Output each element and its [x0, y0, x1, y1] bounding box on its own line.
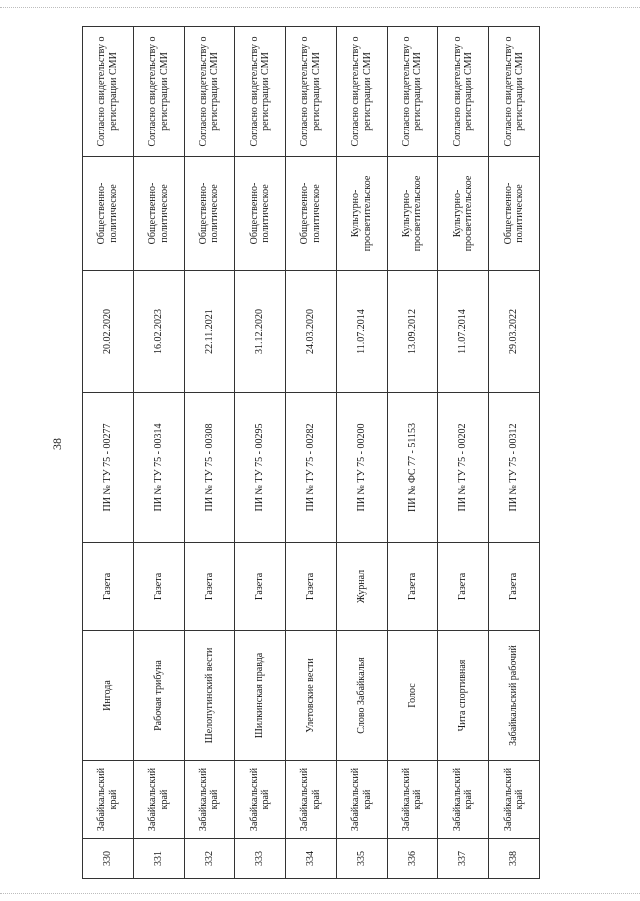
media-type-cell: Газета [83, 543, 134, 631]
registration-number-cell: ПИ № ТУ 75 - 00202 [438, 393, 489, 543]
registry-table-wrapper [82, 27, 540, 879]
region-cell: Забайкальский край [184, 761, 235, 839]
media-name-cell: Шелопугинский вести [184, 631, 235, 761]
specialization-cell: Общественно-политическое [286, 157, 337, 271]
basis-cell: Согласно свидетельству о регистрации СМИ [286, 27, 337, 157]
basis-cell: Согласно свидетельству о регистрации СМИ [387, 27, 438, 157]
registration-date-cell: 11.07.2014 [336, 271, 387, 393]
registration-number-cell: ПИ № ТУ 75 - 00314 [133, 393, 184, 543]
basis-cell: Согласно свидетельству о регистрации СМИ [438, 27, 489, 157]
media-type-cell: Газета [438, 543, 489, 631]
media-registry-table [82, 26, 540, 879]
specialization-cell: Культурно-просветительское [336, 157, 387, 271]
registration-number-cell: ПИ № ТУ 75 - 00277 [83, 393, 134, 543]
registration-date-cell: 20.02.2020 [83, 271, 134, 393]
row-number-cell: 336 [387, 839, 438, 879]
table-row [438, 27, 489, 879]
row-number-cell: 334 [286, 839, 337, 879]
media-name-cell: Шилкинская правда [235, 631, 286, 761]
region-cell: Забайкальский край [83, 761, 134, 839]
specialization-cell: Культурно-просветительское [438, 157, 489, 271]
media-type-cell: Газета [235, 543, 286, 631]
rotated-table-frame [82, 27, 540, 879]
registration-number-cell: ПИ № ТУ 75 - 00200 [336, 393, 387, 543]
row-number-cell: 338 [489, 839, 540, 879]
specialization-cell: Общественно-политическое [489, 157, 540, 271]
media-name-cell: Голос [387, 631, 438, 761]
registration-number-cell: ПИ № ТУ 75 - 00312 [489, 393, 540, 543]
media-name-cell: Улетовские вести [286, 631, 337, 761]
basis-cell: Согласно свидетельству о регистрации СМИ [184, 27, 235, 157]
specialization-cell: Общественно-политическое [83, 157, 134, 271]
scan-mark-top [0, 7, 640, 8]
media-name-cell: Рабочая трибуна [133, 631, 184, 761]
region-cell: Забайкальский край [489, 761, 540, 839]
row-number-cell: 335 [336, 839, 387, 879]
media-type-cell: Газета [387, 543, 438, 631]
media-type-cell: Журнал [336, 543, 387, 631]
registration-date-cell: 13.09.2012 [387, 271, 438, 393]
media-type-cell: Газета [286, 543, 337, 631]
region-cell: Забайкальский край [438, 761, 489, 839]
basis-cell: Согласно свидетельству о регистрации СМИ [489, 27, 540, 157]
table-row [133, 27, 184, 879]
media-name-cell: Чита спортивная [438, 631, 489, 761]
registration-number-cell: ПИ № ТУ 75 - 00282 [286, 393, 337, 543]
row-number-cell: 332 [184, 839, 235, 879]
media-type-cell: Газета [184, 543, 235, 631]
registration-date-cell: 24.03.2020 [286, 271, 337, 393]
page-number: 38 [50, 438, 64, 450]
table-row [387, 27, 438, 879]
registration-number-cell: ПИ № ФС 77 - 51153 [387, 393, 438, 543]
registration-number-cell: ПИ № ТУ 75 - 00308 [184, 393, 235, 543]
region-cell: Забайкальский край [286, 761, 337, 839]
region-cell: Забайкальский край [387, 761, 438, 839]
row-number-cell: 331 [133, 839, 184, 879]
scan-mark-bottom [0, 893, 640, 894]
row-number-cell: 337 [438, 839, 489, 879]
media-type-cell: Газета [489, 543, 540, 631]
table-row [286, 27, 337, 879]
registration-date-cell: 16.02.2023 [133, 271, 184, 393]
table-row [235, 27, 286, 879]
registration-date-cell: 11.07.2014 [438, 271, 489, 393]
basis-cell: Согласно свидетельству о регистрации СМИ [235, 27, 286, 157]
table-row [83, 27, 134, 879]
registration-number-cell: ПИ № ТУ 75 - 00295 [235, 393, 286, 543]
table-row [184, 27, 235, 879]
media-type-cell: Газета [133, 543, 184, 631]
specialization-cell: Культурно-просветительское [387, 157, 438, 271]
specialization-cell: Общественно-политическое [133, 157, 184, 271]
basis-cell: Согласно свидетельству о регистрации СМИ [83, 27, 134, 157]
region-cell: Забайкальский край [336, 761, 387, 839]
table-row [489, 27, 540, 879]
media-name-cell: Ингода [83, 631, 134, 761]
registration-date-cell: 29.03.2022 [489, 271, 540, 393]
region-cell: Забайкальский край [133, 761, 184, 839]
basis-cell: Согласно свидетельству о регистрации СМИ [336, 27, 387, 157]
specialization-cell: Общественно-политическое [235, 157, 286, 271]
registration-date-cell: 22.11.2021 [184, 271, 235, 393]
region-cell: Забайкальский край [235, 761, 286, 839]
media-name-cell: Забайкальский рабочий [489, 631, 540, 761]
row-number-cell: 333 [235, 839, 286, 879]
media-name-cell: Слово Забайкалья [336, 631, 387, 761]
basis-cell: Согласно свидетельству о регистрации СМИ [133, 27, 184, 157]
specialization-cell: Общественно-политическое [184, 157, 235, 271]
table-row [336, 27, 387, 879]
row-number-cell: 330 [83, 839, 134, 879]
registration-date-cell: 31.12.2020 [235, 271, 286, 393]
